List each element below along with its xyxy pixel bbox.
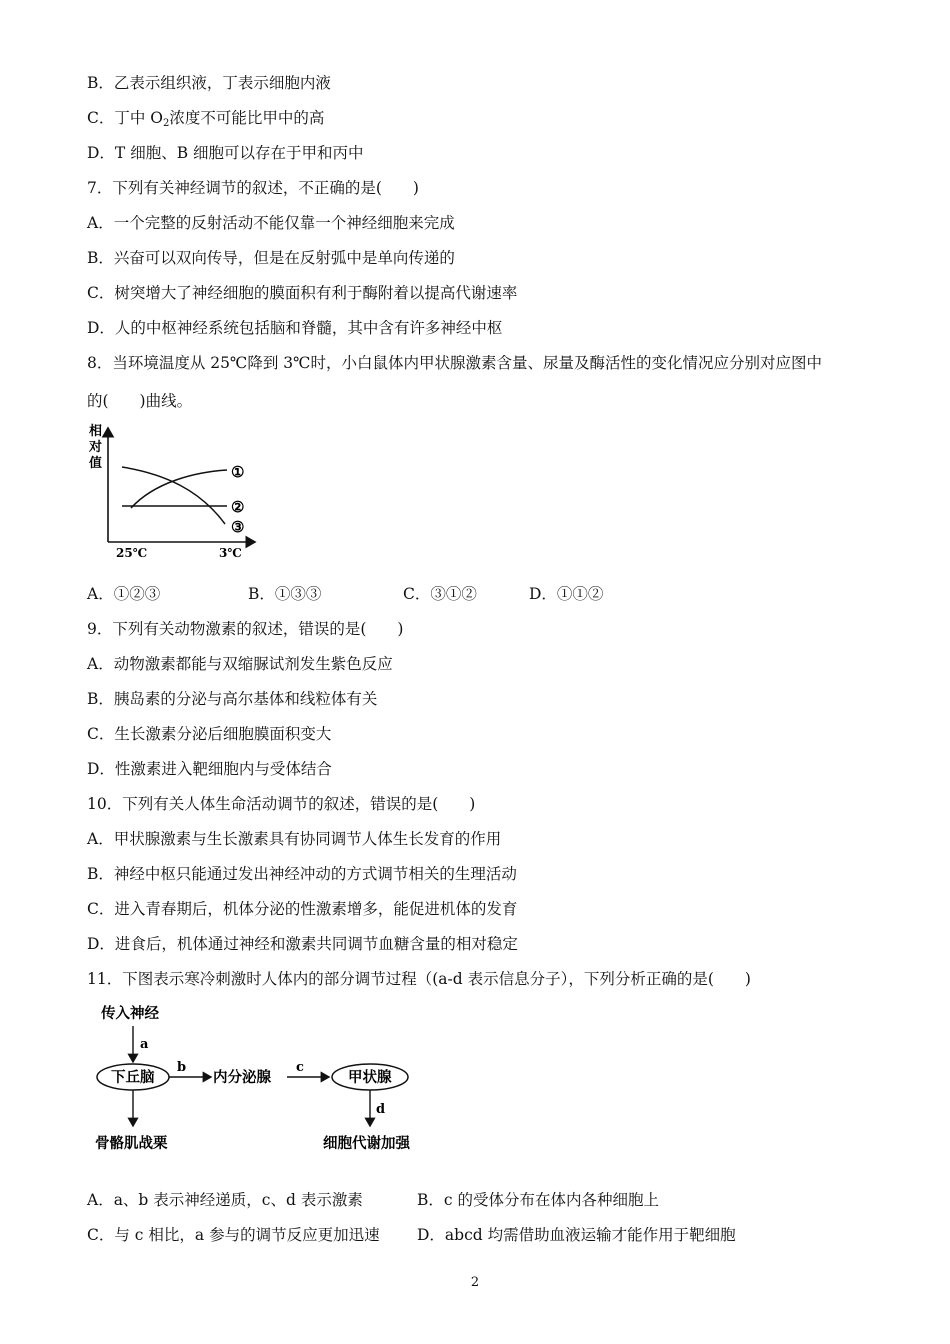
q10-option-d: D．进食后，机体通过神经和激素共同调节血糖含量的相对稳定: [87, 935, 518, 953]
q7-option-c: C．树突增大了神经细胞的膜面积有利于酶附着以提高代谢速率: [87, 284, 518, 302]
q11-metabolism-enhanced: 细胞代谢加强: [323, 1135, 410, 1152]
q8-option-d: D．①①②: [529, 585, 604, 603]
q7-option-b: B．兴奋可以双向传导，但是在反射弧中是单向传递的: [87, 249, 455, 267]
q6-option-b: B．乙表示组织液，丁表示细胞内液: [87, 74, 331, 92]
q6-option-c-pre: C．丁中 O: [87, 109, 163, 127]
q11-option-a: A．a、b 表示神经递质，c、d 表示激素: [87, 1191, 363, 1209]
q9-option-c: C．生长激素分泌后细胞膜面积变大: [87, 725, 332, 743]
q7-stem: 7．下列有关神经调节的叙述，不正确的是( ): [87, 179, 419, 197]
q7-option-a: A．一个完整的反射活动不能仅靠一个神经细胞来完成: [87, 214, 455, 232]
q10-option-b: B．神经中枢只能通过发出神经冲动的方式调节相关的生理活动: [87, 865, 517, 883]
q8-option-b: B．①③③: [248, 585, 322, 603]
q11-hypothalamus: 下丘脑: [111, 1069, 155, 1086]
q8-option-a: A．①②③: [87, 585, 161, 603]
q8-stem-line1: 8．当环境温度从 25℃降到 3℃时，小白鼠体内甲状腺激素含量、尿量及酶活性的变化情况应分别对应图中: [87, 354, 822, 372]
q11-label-c: c: [296, 1060, 304, 1075]
q9-option-a: A．动物激素都能与双缩脲试剂发生紫色反应: [87, 655, 393, 673]
q11-endocrine-gland: 内分泌腺: [213, 1069, 271, 1086]
q8-x-end-label: 3℃: [219, 546, 242, 560]
q11-diagram: [85, 998, 430, 1160]
q8-curve-1-label: ①: [231, 463, 245, 481]
q11-option-b: B．c 的受体分布在体内各种细胞上: [417, 1191, 659, 1209]
q9-option-b: B．胰岛素的分泌与高尔基体和线粒体有关: [87, 690, 378, 708]
q10-stem: 10．下列有关人体生命活动调节的叙述，错误的是( ): [87, 795, 476, 813]
q11-option-d: D．abcd 均需借助血液运输才能作用于靶细胞: [417, 1226, 736, 1244]
q8-option-c: C．③①②: [403, 585, 477, 603]
q7-option-d: D．人的中枢神经系统包括脑和脊髓，其中含有许多神经中枢: [87, 319, 503, 337]
q11-afferent-nerve: 传入神经: [101, 1005, 159, 1022]
q8-curve-3: [122, 467, 225, 524]
q8-curve-2-label: ②: [231, 498, 245, 516]
q9-option-d: D．性激素进入靶细胞内与受体结合: [87, 760, 332, 778]
q11-label-d: d: [376, 1102, 386, 1117]
q6-option-c-sub: 2: [163, 118, 170, 129]
q8-stem-line2: 的( )曲线。: [87, 392, 193, 410]
q6-option-d: D．T 细胞、B 细胞可以存在于甲和丙中: [87, 144, 364, 162]
q10-option-a: A．甲状腺激素与生长激素具有协同调节人体生长发育的作用: [87, 830, 502, 848]
q6-option-c: [87, 108, 324, 134]
q11-thyroid: 甲状腺: [348, 1069, 392, 1086]
q11-skeletal-muscle-shiver: 骨骼肌战栗: [95, 1135, 168, 1152]
q8-ylabel-3: 值: [89, 456, 103, 471]
q8-ylabel-2: 对: [89, 440, 103, 455]
q11-label-a: a: [140, 1037, 149, 1052]
q6-option-c-post: 浓度不可能比甲中的高: [169, 109, 325, 127]
q8-ylabel-1: 相: [89, 424, 103, 439]
q10-option-c: C．进入青春期后，机体分泌的性激素增多，能促进机体的发育: [87, 900, 518, 918]
page-number: 2: [470, 1275, 480, 1290]
q9-stem: 9．下列有关动物激素的叙述，错误的是( ): [87, 620, 404, 638]
q8-x-start-label: 25℃: [116, 546, 148, 560]
q8-curve-3-label: ③: [231, 518, 245, 536]
q8-graph: [85, 420, 275, 565]
q8-curve-1: [131, 470, 227, 508]
q11-label-b: b: [177, 1060, 187, 1075]
q11-option-c: C．与 c 相比，a 参与的调节反应更加迅速: [87, 1226, 380, 1244]
q11-stem: 11．下图表示寒冷刺激时人体内的部分调节过程（(a-d 表示信息分子），下列分析正确的是( ): [87, 970, 751, 988]
